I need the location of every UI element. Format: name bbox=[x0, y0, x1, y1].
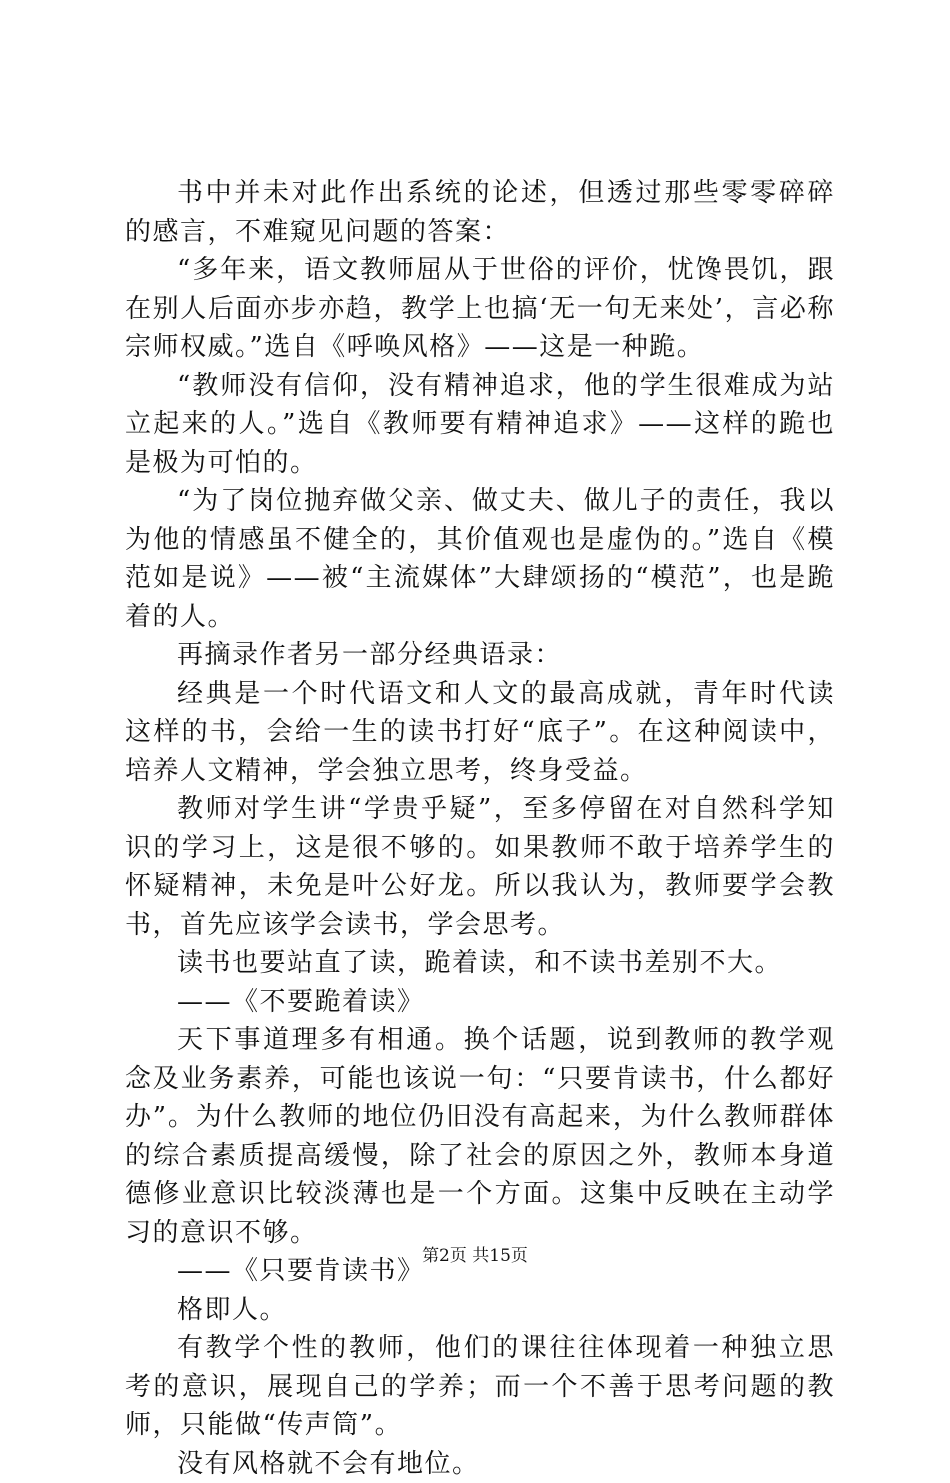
page-number-footer: 第2页 共15页 bbox=[0, 1244, 950, 1268]
document-body bbox=[125, 174, 835, 1483]
source-dont-kneel-reading: ——《不要跪着读》 bbox=[125, 983, 835, 1022]
paragraph-no-style-no-status: 没有风格就不会有地位。 bbox=[125, 1445, 835, 1483]
paragraph-teaching-personality: 有教学个性的教师，他们的课往往体现着一种独立思考的意识，展现自己的学养；而一个不善于思考问题的教师，只能做“传声筒”。 bbox=[125, 1329, 835, 1445]
paragraph-quote-spiritual-pursuit: “教师没有信仰，没有精神追求，他的学生很难成为站立起来的人。”选自《教师要有精神追求》——这样的跪也是极为可怕的。 bbox=[125, 367, 835, 483]
paragraph-doubt: 教师对学生讲“学贵乎疑”，至多停留在对自然科学知识的学习上，这是很不够的。如果教师不敢于培养学生的怀疑精神，未免是叶公好龙。所以我认为，教师要学会教书，首先应该学会读书，学会思考。 bbox=[125, 790, 835, 944]
paragraph-read-standing: 读书也要站直了读，跪着读，和不读书差别不大。 bbox=[125, 944, 835, 983]
paragraph-excerpt-intro: 再摘录作者另一部分经典语录： bbox=[125, 636, 835, 675]
paragraph-classics: 经典是一个时代语文和人文的最高成就，青年时代读这样的书，会给一生的读书打好“底子”。在这种阅读中，培养人文精神，学会独立思考，终身受益。 bbox=[125, 675, 835, 791]
paragraph-quote-model: “为了岗位抛弃做父亲、做丈夫、做儿子的责任，我以为他的情感虽不健全的，其价值观也是虚伪的。”选自《模范如是说》——被“主流媒体”大肆颂扬的“模范”，也是跪着的人。 bbox=[125, 482, 835, 636]
paragraph-just-read: 天下事道理多有相通。换个话题，说到教师的教学观念及业务素养，可能也该说一句：“只要肯读书，什么都好办”。为什么教师的地位仍旧没有高起来，为什么教师群体的综合素质提高缓慢，除了社会的原因之外，教师本身道德修业意识比较淡薄也是一个方面。这集中反映在主动学习的意识不够。 bbox=[125, 1021, 835, 1252]
paragraph-quote-call-for-style: “多年来，语文教师屈从于世俗的评价，忧馋畏饥，跟在别人后面亦步亦趋，教学上也搞‘无一句无来处’，言必称宗师权威。”选自《呼唤风格》——这是一种跪。 bbox=[125, 251, 835, 367]
source-just-read: ——《只要肯读书》 bbox=[125, 1252, 835, 1291]
paragraph-style-is-person: 格即人。 bbox=[125, 1291, 835, 1330]
paragraph-intro: 书中并未对此作出系统的论述，但透过那些零零碎碎的感言，不难窥见问题的答案： bbox=[125, 174, 835, 251]
